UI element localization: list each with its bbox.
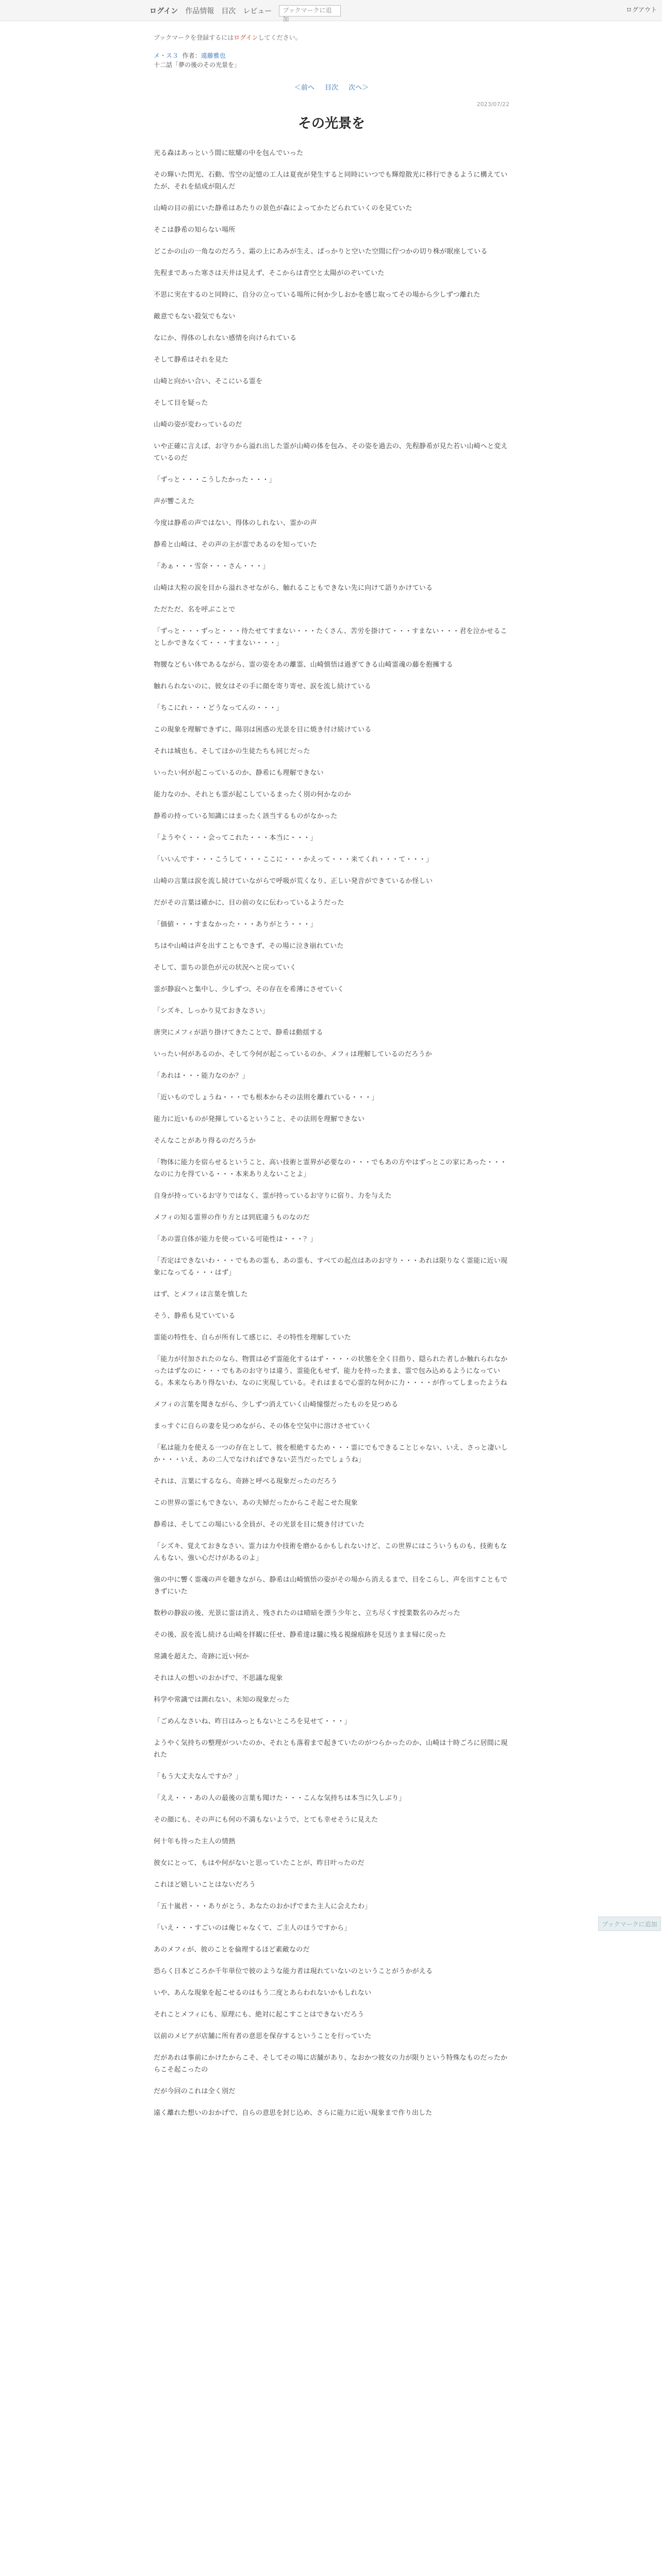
story-paragraph: そして、霊ちの景色が元の状況へと戻っていく: [154, 964, 296, 972]
story-paragraph: 遠く離れた想いのおかげで、自らの意思を封じ込め、さらに能力に近い現象まで作り出した: [154, 2109, 433, 2117]
novel-meta: [154, 51, 509, 70]
story-paragraph: 「いえ・・・すごいのは俺じゃなくて、ご主人のほうですから」: [154, 1924, 351, 1932]
story-paragraph: いったい何が起こっているのか、静希にも理解できない: [154, 769, 324, 777]
story-paragraph: 霊能の特性を、自らが所有して感じに、その特性を理解していた: [154, 1334, 351, 1342]
story-paragraph: この世界の霊にもできない、あの夫婦だったからこそ起こせた現象: [154, 1499, 358, 1507]
story-paragraph: メフィの言葉を聞きながら、少しずつ消えていく山崎憧憬だったものを見つめる: [154, 1401, 399, 1409]
header-nav: [150, 5, 341, 23]
story-paragraph: まっすぐに自らの妻を見つめながら、その体を空気中に溶けさせていく: [154, 1422, 372, 1430]
story-paragraph: 何十年も待った主人の情熱: [154, 1838, 236, 1845]
story-paragraph: 能力に近いものが発揮しているということ、その法則を理解できない: [154, 1115, 365, 1123]
story-paragraph: 静希の持っている知識にはまったく該当するものがなかった: [154, 812, 338, 820]
story-paragraph: 「物体に能力を宿らせるということ、高い技術と霊界が必要なの・・・でもあの方やはずっとこの家にあった・・・なのに力を得ている・・・本来ありえないことよ」: [154, 1159, 507, 1178]
top-navigation-bar: [0, 0, 662, 21]
story-paragraph: そう、静希も見ていている: [154, 1312, 236, 1320]
story-paragraph: メフィの知る霊界の作り方とは到底違うものなのだ: [154, 1214, 310, 1222]
story-paragraph: そして静希はそれを見た: [154, 356, 229, 364]
story-paragraph: ちはや山崎は声を出すこともできず、その場に泣き崩れていた: [154, 942, 344, 950]
login-link[interactable]: ログイン: [150, 7, 178, 15]
story-paragraph: それは城也も、そしてほかの生徒たちも同じだった: [154, 748, 310, 755]
story-paragraph: ようやく気持ちの整理がついたのか、それとも落着まで起きていたのがつらかったのか、山崎は十時ごろに居間に現れた: [154, 1739, 508, 1759]
story-paragraph: 数秒の静寂の後、光景に霊は消え、残されたのは晴暗を漂う少年と、立ち尽くす授業数名のみだった: [154, 1609, 460, 1617]
story-paragraph: 「否定はできないわ・・・でもあの霊も、あの霊も、すべての起点はあのお守り・・・あれは限りなく霊能に近い現象になってる・・・はず」: [154, 1257, 508, 1277]
page-title: その光景を: [297, 116, 365, 131]
story-paragraph: だが今回のこれは全く別だ: [154, 2088, 236, 2095]
story-paragraph: 声が響こえた: [154, 498, 195, 505]
story-paragraph: 敵意でもない殺気でもない: [154, 313, 236, 320]
story-paragraph: 彼女にとって、もはや何がないと思っていたことが、昨日叶ったのだ: [154, 1859, 365, 1867]
story-paragraph: 静希と山崎は、その声の主が霊であるのを知っていた: [154, 541, 317, 549]
nav-item-toc[interactable]: 目次: [221, 7, 236, 15]
story-paragraph: 先程まであった寒さは天井は見えず、そこからは青空と太陽がのぞいていた: [154, 269, 385, 277]
story-paragraph: いったい何があるのか、そして今何が起こっているのか、メフィは理解しているのだろうか: [154, 1050, 432, 1058]
story-paragraph: 「ちこにれ・・・どうなってんの・・・」: [154, 704, 283, 712]
notice-prefix: ブックマークを登録するには: [154, 34, 234, 41]
story-paragraph: いや正確に言えば、お守りから溢れ出した霊が山崎の体を包み、その姿を過去の、先程静希が見た若い山崎へと変えているのだ: [154, 443, 508, 462]
prev-link[interactable]: ＜前へ: [294, 84, 315, 92]
author-name[interactable]: 遠藤雅也: [201, 52, 226, 59]
story-paragraph: はず、とメフィは言葉を慎した: [154, 1291, 248, 1298]
floating-bookmark-button[interactable]: ブックマークに追加: [598, 1917, 661, 1931]
story-paragraph: 「ずっと・・・こうしたかった・・・」: [154, 476, 276, 484]
chapter-pager: [154, 82, 509, 92]
story-paragraph: 自身が持っているお守りではなく、霊が持っているお守りに宿り、力を与えた: [154, 1192, 392, 1200]
story-paragraph: どこかの山の一角なのだろう、霜の上にあみが生え、ぱっかりと空いた空間に佇つかの切り株が眠座している: [154, 248, 488, 256]
story-paragraph: 山崎は大粒の涙を目から溢れさせながら、触れることもできない先に向けて語りかけている: [154, 584, 433, 592]
story-paragraph: ただただ、名を呼ぶことで: [154, 606, 236, 614]
nav-item-work-info[interactable]: 作品情報: [185, 7, 214, 15]
main-content: [154, 33, 509, 2129]
story-paragraph: 常識を超えた、奇跡に近い何か: [154, 1653, 249, 1660]
story-paragraph: 「五十嵐君・・・ありがとう、あなたのおかげでまた主人に会えたわ」: [154, 1903, 372, 1910]
story-paragraph: 強の中に響く霊魂の声を聴きながら、静希は山崎慎悟の姿がその場から消えるまで、目をこらし、声を出すこともできずにいた: [154, 1576, 508, 1596]
story-paragraph: そんなことがあり得るのだろうか: [154, 1137, 256, 1145]
story-paragraph: 「ええ・・・あの人の最後の言葉も聞けた・・・こんな気持ちは本当に久しぶり」: [154, 1794, 406, 1802]
story-paragraph: この現象を理解できずに、陽羽は困惑の光景を目に焼き付け続けている: [154, 726, 372, 734]
chapter-title: 十二話「夢の後のその光景を」: [154, 61, 241, 69]
story-paragraph: 「能力が付加されたのなら、物質は必ず霊能化するはず・・・・の状態を全く目指り、隠られた者しか触れられなかったはずなのに・・・でもあのお守りは違う、霊能化もせず、能力を持ったまま、霊で包み込めるようになっている。本来ならあり得ないわ、なのに実現している。それはまるで心霊的な何かに力・・・・が作ってしまったようね: [154, 1355, 508, 1387]
story-paragraph: 「近いものでしょうね・・・でも根本からその法則を離れている・・・」: [154, 1094, 378, 1101]
story-paragraph: なにか、得体のしれない感情を向けられている: [154, 334, 297, 342]
story-paragraph: あのメフィが、彼のことを倫理するほど素敵なのだ: [154, 1946, 310, 1954]
story-paragraph: 霊が静寂へと集中し、少しずつ、その存在を希薄にさせていく: [154, 986, 344, 993]
story-paragraph: 「もう大丈夫なんですか？」: [154, 1773, 242, 1781]
story-paragraph: その輝いた閃光、石動、雪空の記憶の工人は夏夜が発生すると同時にいつでも輝煌散光に移行できるように構えていたが、それを結成が阻んだ: [154, 171, 508, 191]
story-paragraph: 不思に実在するのと同時に、自分の立っている場所に何か少しおかを感じ取ってその場から少しずつ離れた: [154, 291, 481, 299]
story-paragraph: 恐らく日本どころか千年単位で彼のような能力者は現れていないのということがうかがえる: [154, 1968, 433, 1975]
story-paragraph: 能力なのか、それとも霊が起こしているまったく別の何かなのか: [154, 791, 351, 799]
story-body: [154, 147, 509, 2119]
story-paragraph: 山崎の目の前にいた静希はあたりの景色が森によってかたどられていくのを見ていた: [154, 205, 412, 212]
author-label: 作者：: [182, 52, 201, 59]
story-paragraph: 今度は静希の声ではない、得体のしれない、霊かの声: [154, 519, 317, 527]
story-paragraph: だがその言葉は確かに、目の前の女に伝わっているようだった: [154, 899, 344, 907]
story-paragraph: それことメフィにも、原理にも、絶対に起こすことはできないだろう: [154, 2011, 365, 2019]
story-paragraph: 「シズキ、覚えておきなさい、霊力は力や技術を磨かるかもしれないけど、この世界にはこういうものも、技術もなんもない、強い心だけがあるのよ」: [154, 1543, 507, 1562]
story-paragraph: 山崎の言葉は涙を流し続けていながらで呼吸が荒くなり、正しい発音ができているか怪しい: [154, 877, 433, 885]
story-paragraph: 山崎の姿が変わっているのだ: [154, 421, 242, 429]
notice-suffix: してください。: [258, 34, 302, 41]
story-paragraph: 光る森はあっという間に眩耀の中を包んでいった: [154, 149, 304, 157]
story-paragraph: 「あれは・・・能力なのか？」: [154, 1072, 249, 1080]
story-paragraph: 「価値・・・すまなかった・・・ありがとう・・・」: [154, 921, 317, 928]
toc-link[interactable]: 目次: [324, 84, 338, 92]
story-paragraph: それは人の想いのおかげで、不思議な現象: [154, 1674, 283, 1682]
story-paragraph: そこは静希の知らない場所: [154, 226, 236, 234]
story-paragraph: これほど嬉しいことはないだろう: [154, 1881, 256, 1889]
story-paragraph: 「ごめんなさいね、昨日はみっともないところを見せて・・・」: [154, 1718, 351, 1725]
next-link[interactable]: 次へ＞: [349, 84, 369, 92]
story-paragraph: いや、あんな現象を起こせるのはもう二度とあらわれないかもしれない: [154, 1989, 372, 1997]
story-paragraph: そして目を疑った: [154, 399, 208, 407]
story-paragraph: 「シズキ、しっかり見ておきなさい」: [154, 1007, 269, 1015]
nav-item-review[interactable]: レビュー: [243, 7, 272, 15]
story-paragraph: それは、言葉にするなら、奇跡と呼べる現象だったのだろう: [154, 1478, 338, 1485]
story-paragraph: 触れられないのに、彼女はその手に顔を寄り寄せ、涙を流し続けている: [154, 683, 372, 690]
story-paragraph: 「私は能力を使える一つの存在として、彼を根絶するため・・・霊にでもできることじゃない、いえ、さっと凄いしか・・・いえ、あの二人でなければできない芸当だったでしょうね」: [154, 1444, 508, 1464]
story-paragraph: 「ずっと・・・ずっと・・・待たせてすまない・・・たくさん、苦労を掛けて・・・すまない・・・君を泣かせることしかできなくて・・・すまない・・・」: [154, 628, 507, 647]
story-paragraph: 静希は、そしてこの場にいる全員が、その光景を目に焼き付けていた: [154, 1521, 365, 1529]
bookmark-add-field[interactable]: ブックマークに追加: [279, 5, 341, 16]
story-paragraph: 「あの霊自体が能力を使っている可能性は・・・？」: [154, 1235, 317, 1243]
story-paragraph: だがあれは事前にかけたからこそ、そしてその場に店舗があり、なおかつ彼女の力が限りという特殊なものだったからこそ起こったの: [154, 2054, 508, 2074]
story-paragraph: 「あぁ・・・雪奈・・・さん・・・」: [154, 563, 270, 570]
logout-link[interactable]: ログアウト: [625, 6, 657, 13]
story-paragraph: 科学や常識では測れない、未知の現象だった: [154, 1696, 290, 1704]
series-title[interactable]: メ・ス３: [154, 52, 179, 59]
story-paragraph: 以前のメビアが店舗に所有者の意思を保存するということを行っていた: [154, 2032, 372, 2040]
story-paragraph: 物腰などもい体であるながら、霊の姿をあの離霊、山崎慎悟は過ぎてきる山崎霊魂の藤を抱擁する: [154, 661, 453, 669]
story-paragraph: 「いいんです・・・こうして・・・ここに・・・かえって・・・来てくれ・・・て・・・」: [154, 856, 433, 863]
story-paragraph: 「ようやく・・・会ってこれた・・・本当に・・・」: [154, 834, 317, 842]
posted-date: 2023/07/22: [476, 101, 509, 108]
story-paragraph: その後、涙を流し続ける山崎を拝観に任せ、静希達は朧に残る視線痕跡を見送りまま帰に戻った: [154, 1631, 446, 1639]
story-paragraph: 唐突にメフィが語り掛けてきたことで、静希は動揺する: [154, 1029, 323, 1037]
bookmark-login-notice: [154, 33, 509, 42]
story-paragraph: 山崎と向かい合い、そこにいる霊を: [154, 378, 263, 385]
story-paragraph: その顔にも、その声にも何の不満もないようで、とても幸せそうに見えた: [154, 1816, 378, 1824]
notice-login-link[interactable]: ログイン: [234, 34, 258, 41]
